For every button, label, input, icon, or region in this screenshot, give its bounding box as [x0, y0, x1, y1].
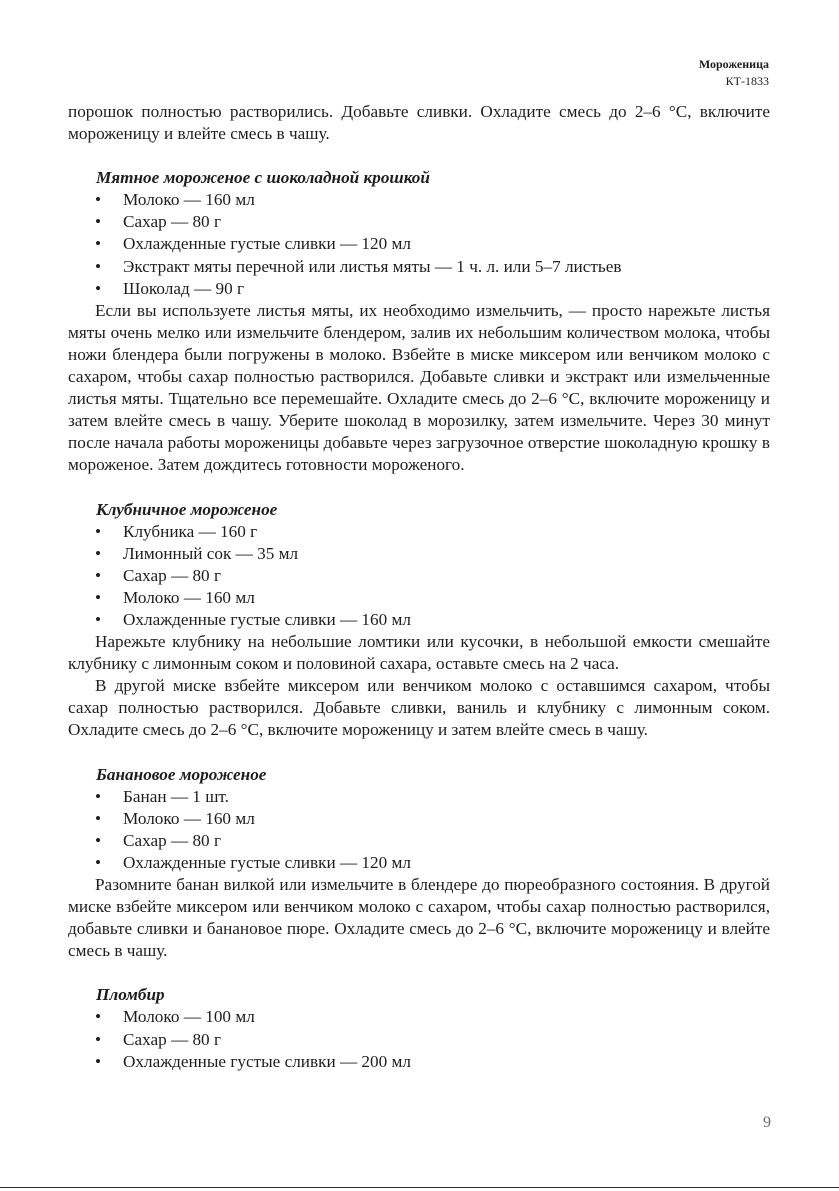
ingredient-item: • Охлажденные густые сливки — 120 мл [68, 233, 770, 255]
page-content [68, 101, 770, 1073]
ingredient-item: • Молоко — 160 мл [68, 587, 770, 609]
page-number: 9 [763, 1114, 771, 1131]
recipe-title: Пломбир [96, 985, 165, 1005]
model-number: КТ-1833 [725, 74, 769, 88]
ingredient-item: • Банан — 1 шт. [68, 786, 770, 808]
recipe-mint [68, 167, 770, 476]
ingredient-item: • Охлажденные густые сливки — 200 мл [68, 1051, 770, 1073]
ingredient-item: • Сахар — 80 г [68, 830, 770, 852]
recipe-banana [68, 764, 770, 963]
recipe-plombir [68, 984, 770, 1072]
ingredient-item: • Охлажденные густые сливки — 120 мл [68, 852, 770, 874]
recipe-instructions: Если вы используете листья мяты, их необходимо измельчить, — просто нарежьте листья мяты очень мелко или измельчите блендером, залив их небольшим количеством молока, чтобы ножи блендера были погружены в молоко. Взбейте в миске миксером или венчиком молоко с сахаром, чтобы сахар полностью растворился. Добавьте сливки и экстракт или измельченные листья мяты. Тщательно все перемешайте. Охладите смесь до 2–6 °С, включите мороженицу и затем влейте смесь в чашу. Уберите шоколад в морозилку, затем измельчите. Через 30 минут после начала работы мороженицы добавьте через загрузочное отверстие шоколадную крошку в мороженое. Затем дождитесь готовности мороженого. [68, 300, 770, 475]
ingredient-item: • Молоко — 160 мл [68, 808, 770, 830]
ingredient-item: • Молоко — 160 мл [68, 189, 770, 211]
section-gap [68, 145, 770, 167]
section-gap [68, 477, 770, 499]
recipe-instructions: В другой миске взбейте миксером или венчиком молоко с оставшимся сахаром, чтобы сахар полностью растворился. Добавьте сливки, ваниль и клубнику с лимонным соком. Охладите смесь до 2–6 °С, включите мороженицу и затем влейте смесь в чашу. [68, 676, 770, 740]
product-name: Мороженица [698, 57, 769, 71]
ingredient-item: • Экстракт мяты перечной или листья мяты — 1 ч. л. или 5–7 листьев [68, 256, 770, 278]
intro-paragraph: порошок полностью растворились. Добавьте сливки. Охладите смесь до 2–6 °С, включите мороженицу и влейте смесь в чашу. [68, 102, 770, 144]
recipe-title: Мятное мороженое с шоколадной крошкой [96, 168, 430, 188]
ingredient-item: • Сахар — 80 г [68, 211, 770, 233]
section-gap [68, 962, 770, 984]
recipe-title: Клубничное мороженое [96, 499, 278, 519]
ingredient-item: • Шоколад — 90 г [68, 278, 770, 300]
ingredient-list [68, 1006, 770, 1072]
ingredient-item: • Молоко — 100 мл [68, 1006, 770, 1028]
ingredient-list [68, 786, 770, 874]
footer-divider [0, 1187, 839, 1188]
recipe-instructions: Разомните банан вилкой или измельчите в блендере до пюреобразного состояния. В другой миске взбейте миксером или венчиком молоко с сахаром, чтобы сахар полностью растворился, добавьте сливки и банановое пюре. Охладите смесь до 2–6 °С, включите мороженицу и влейте смесь в чашу. [68, 875, 770, 961]
ingredient-list [68, 189, 770, 299]
ingredient-item: • Сахар — 80 г [68, 565, 770, 587]
section-gap [68, 742, 770, 764]
ingredient-item: • Охлажденные густые сливки — 160 мл [68, 609, 770, 631]
recipe-instructions: Нарежьте клубнику на небольшие ломтики или кусочки, в небольшой емкости смешайте клубнику с лимонным соком и половиной сахара, оставьте смесь на 2 часа. [68, 632, 770, 674]
ingredient-item: • Клубника — 160 г [68, 521, 770, 543]
recipe-title: Банановое мороженое [96, 764, 267, 784]
ingredient-item: • Лимонный сок — 35 мл [68, 543, 770, 565]
recipe-strawberry [68, 499, 770, 742]
ingredient-item: • Сахар — 80 г [68, 1029, 770, 1051]
ingredient-list [68, 521, 770, 631]
page-header [699, 56, 769, 90]
